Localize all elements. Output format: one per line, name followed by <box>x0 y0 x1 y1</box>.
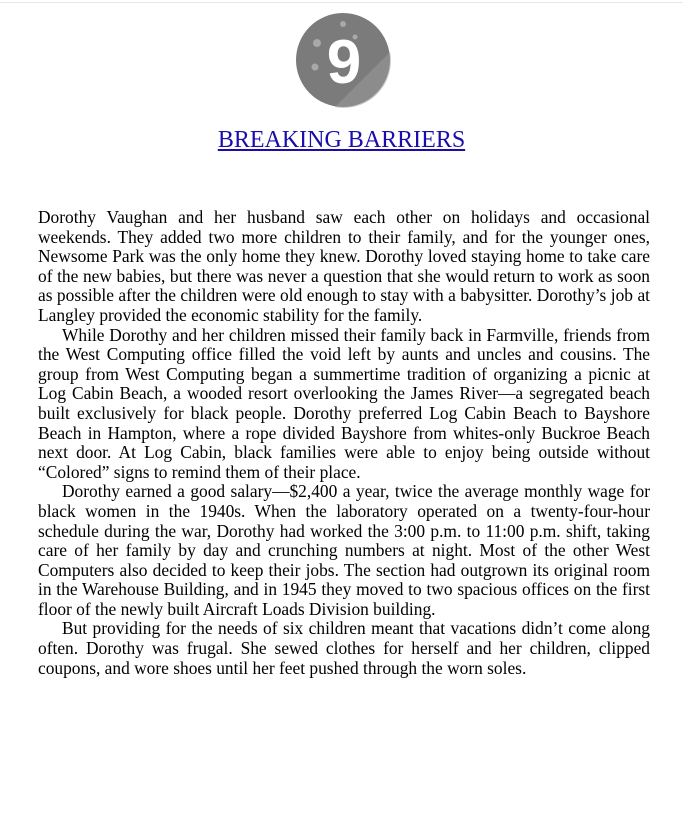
badge-dot <box>313 39 321 47</box>
paragraph: But providing for the needs of six children meant that vacations didn’t come along often. Dorothy was frugal. She sewed clothes for herself and her children, clipped coupons, and wore shoes until her feet pushed through the worn soles. <box>38 618 650 678</box>
chapter-badge-graphic <box>295 12 391 108</box>
paragraph: Dorothy Vaughan and her husband saw each other on holidays and occasional weekends. They added two more children to their family, and for the younger ones, Newsome Park was the only home they knew. Dorothy loved staying home to take care of the new babies, but there was never a question that she would return to work as soon as possible after the children were old enough to stay with a babysitter. Dorothy’s job at Langley provided the economic stability for the family. <box>38 207 650 325</box>
chapter-number-badge <box>295 12 391 108</box>
chapter-title-link[interactable]: BREAKING BARRIERS <box>217 127 466 153</box>
badge-dot <box>340 21 346 27</box>
top-divider <box>0 2 683 3</box>
paragraph: While Dorothy and her children missed their family back in Farmville, friends from the West Computing office filled the void left by aunts and uncles and cousins. The group from West Computing began a summertime tradition of organizing a picnic at Log Cabin Beach, a wooded resort overlooking the James River—a segregated beach built exclusively for black people. Dorothy preferred Log Cabin Beach to Bayshore Beach in Hampton, where a rope divided Bayshore from whites-only Buckroe Beach next door. At Log Cabin, black families were able to enjoy being outside without “Colored” signs to remind them of their place. <box>38 324 650 482</box>
badge-dot <box>312 64 319 71</box>
chapter-body <box>38 208 650 678</box>
chapter-number: 9 <box>326 28 362 97</box>
paragraph: Dorothy earned a good salary—$2,400 a year, twice the average monthly wage for black women in the 1940s. When the laboratory operated on a twenty-four-hour schedule during the war, Dorothy had worked the 3:00 p.m. to 11:00 p.m. shift, taking care of her family by day and crunching numbers at night. Most of the other West Computers also decided to keep their jobs. The section had outgrown its original room in the Warehouse Building, and in 1945 they moved to two spacious offices on the first floor of the newly built Aircraft Loads Division building. <box>38 481 650 619</box>
chapter-title-heading <box>0 124 683 156</box>
